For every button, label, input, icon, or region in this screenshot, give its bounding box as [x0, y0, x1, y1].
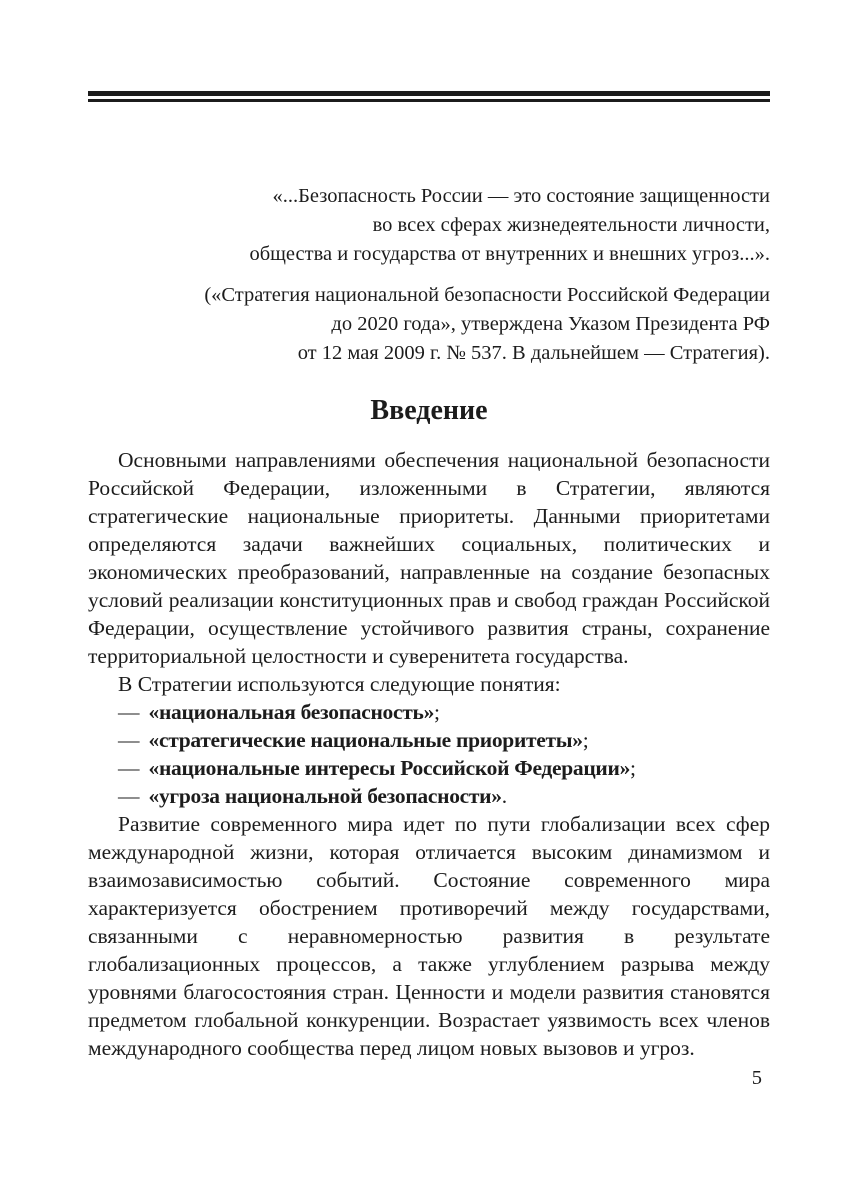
- epigraph-source: [88, 281, 770, 368]
- epigraph-source-line: («Стратегия национальной безопасности Российской Федерации: [204, 284, 770, 306]
- intro-paragraph-priorities: Основными направлениями обеспечения национальной безопасности Российской Федерации, изложенными в Стратегии, являются стратегические национальные приоритеты. Данными приоритетами определяются задачи важнейших социальных, политических и экономических преобразований, направленные на создание безопасных условий реализации конституционных прав и свобод граждан Российской Федерации, осуществление устойчивого развития страны, сохранение территориальной целостности и суверенитета государства.: [88, 448, 770, 668]
- body-text: [88, 446, 770, 1062]
- epigraph-source-line: от 12 мая 2009 г. № 537. В дальнейшем — Стратегия).: [297, 342, 770, 364]
- list-dash: —: [118, 700, 140, 724]
- list-item-strategic-priorities: [88, 726, 770, 754]
- list-term: «национальные интересы Российской Федерации»: [148, 756, 631, 780]
- list-item-national-interests: [88, 754, 770, 782]
- list-punct: ;: [434, 700, 441, 724]
- list-dash: —: [118, 756, 140, 780]
- list-dash: —: [118, 728, 140, 752]
- epigraph-source-line: до 2020 года», утверждена Указом Президента РФ: [331, 313, 770, 335]
- epigraph-quote-line: во всех сферах жизнедеятельности личности,: [372, 214, 770, 236]
- epigraph-quote: [88, 182, 770, 269]
- concepts-list: [88, 698, 770, 810]
- epigraph-quote-line: «...Безопасность России — это состояние защищенности: [272, 185, 770, 207]
- list-punct: ;: [582, 728, 589, 752]
- concepts-intro-paragraph: В Стратегии используются следующие понятия:: [118, 672, 561, 696]
- page-number: 5: [751, 1067, 762, 1089]
- header-double-rule: [88, 91, 770, 102]
- list-punct: ;: [630, 756, 637, 780]
- list-dash: —: [118, 784, 140, 808]
- list-term: «угроза национальной безопасности»: [148, 784, 502, 808]
- epigraph-quote-line: общества и государства от внутренних и внешних угроз...».: [249, 243, 770, 265]
- list-term: «национальная безопасность»: [148, 700, 435, 724]
- list-term: «стратегические национальные приоритеты»: [148, 728, 583, 752]
- list-item-security-threat: [88, 782, 770, 810]
- globalization-paragraph: Развитие современного мира идет по пути глобализации всех сфер международной жизни, которая отличается высоким динамизмом и взаимозависимостью событий. Состояние современного мира характеризуется обострением противоречий между государствами, связанными с неравномерностью развития в результате глобализационных процессов, а также углублением разрыва между уровнями благосостояния стран. Ценности и модели развития становятся предметом глобальной конкуренции. Возрастает уязвимость всех членов международного сообщества перед лицом новых вызовов и угроз.: [88, 812, 770, 1060]
- list-item-national-security: [88, 698, 770, 726]
- chapter-heading: Введение: [370, 395, 488, 426]
- list-punct: .: [501, 784, 508, 808]
